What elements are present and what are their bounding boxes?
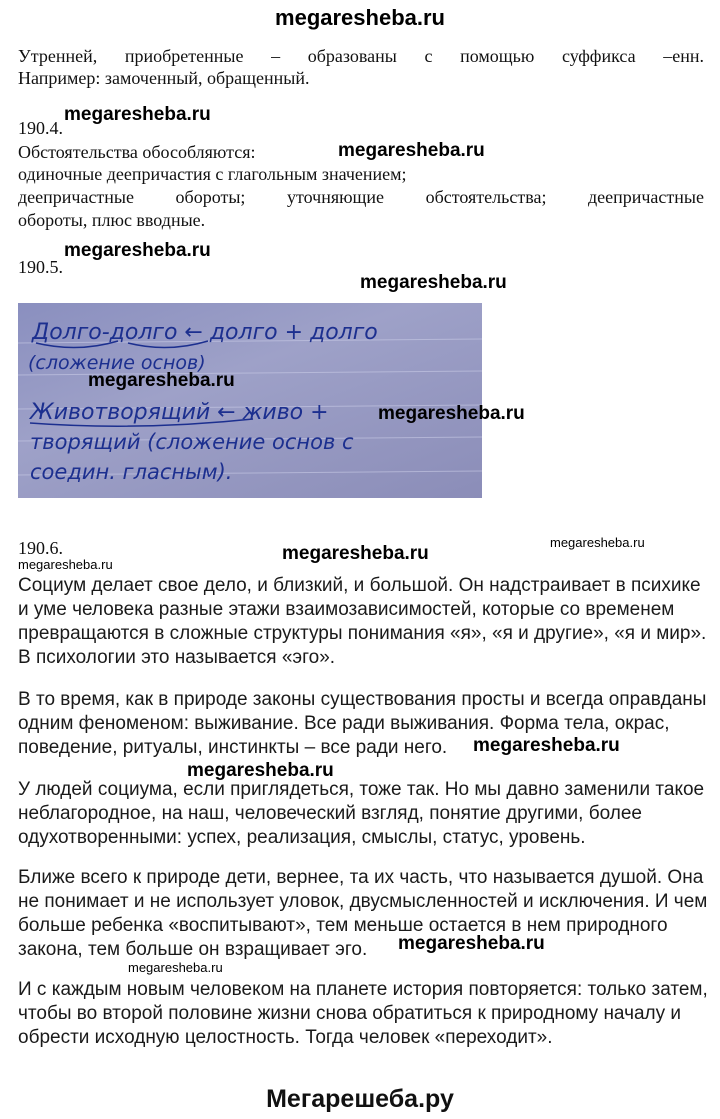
paragraph-5: И с каждым новым человеком на планете история повторяется: только затем, чтобы во второй половине жизни снова обратиться к природному началу и обрести исходную целостность. Тогда человек «переходит». <box>18 979 708 1048</box>
handwriting-line-4: творящий (сложение основ с <box>30 430 354 454</box>
intro-line-2: Например: замоченный, обращенный. <box>18 68 310 88</box>
watermark: megaresheba.ru <box>360 272 507 293</box>
watermark: megaresheba.ru <box>473 735 620 756</box>
s190-4-line-4: обороты, плюс вводные. <box>18 210 206 230</box>
handwriting-line-1: Долго-долго ← долго + долго <box>32 320 378 345</box>
paragraph-3: У людей социума, если приглядеться, тоже так. Но мы давно заменили такое неблагородное, на наш, человеческий взгляд, понятие другими, более одухотворенными: успех, реализация, смыслы, статус, уровень. <box>18 779 705 848</box>
paragraph-2: В то время, как в природе законы существования просты и всегда оправданы одним феноменом: выживание. Все ради выживания. Форма тела, окрас, поведение, ритуалы, инстинкты – все ради него. <box>18 689 707 758</box>
s190-4-line-1: Обстоятельства обособляются: <box>18 142 256 162</box>
watermark: megaresheba.ru <box>550 535 645 550</box>
section-number-190-5: 190.5. <box>18 257 63 277</box>
s190-4-line-2: одиночные деепричастия с глагольным значением; <box>18 164 407 184</box>
watermark: megaresheba.ru <box>18 557 113 572</box>
s190-4-line-3: деепричастные обороты; уточняющие обстоятельства; деепричастные <box>18 187 704 207</box>
paragraph-1: Социум делает свое дело, и близкий, и большой. Он надстраивает в психике и уме человека разные этажи взаимозависимостей, которые со временем превращаются в сложные структуры понимания «я», «я и другие», «я и мир». В психологии это называется «эго». <box>18 575 707 668</box>
watermark: megaresheba.ru <box>398 933 545 954</box>
watermark: megaresheba.ru <box>187 760 334 781</box>
handwritten-note-photo <box>18 303 482 498</box>
watermark: megaresheba.ru <box>282 543 429 564</box>
watermark: megaresheba.ru <box>128 960 223 975</box>
footer-brand: Мегарешеба.ру <box>266 1085 454 1113</box>
section-number-190-6: 190.6. <box>18 538 63 558</box>
watermark: megaresheba.ru <box>64 240 211 261</box>
watermark: megaresheba.ru <box>338 140 485 161</box>
handwriting-line-5: соедин. гласным). <box>30 460 233 484</box>
watermark: megaresheba.ru <box>88 370 235 391</box>
section-number-190-4: 190.4. <box>18 118 63 138</box>
watermark: megaresheba.ru <box>378 403 525 424</box>
watermark: megaresheba.ru <box>64 104 211 125</box>
handwriting-line-2: (сложение основ) <box>28 352 206 374</box>
header-watermark: megaresheba.ru <box>275 5 445 30</box>
intro-line-1: Утренней, приобретенные – образованы с помощью суффикса –енн. <box>18 46 704 66</box>
paragraph-4: Ближе всего к природе дети, вернее, та их часть, что называется душой. Она не понимает и не использует уловок, двусмысленностей и исключения. И чем больше ребенка «воспитывают», тем меньше остается в нем природного закона, тем больше он взращивает эго. <box>18 867 708 960</box>
handwriting-line-3: Животворящий ← живо + <box>30 400 329 425</box>
